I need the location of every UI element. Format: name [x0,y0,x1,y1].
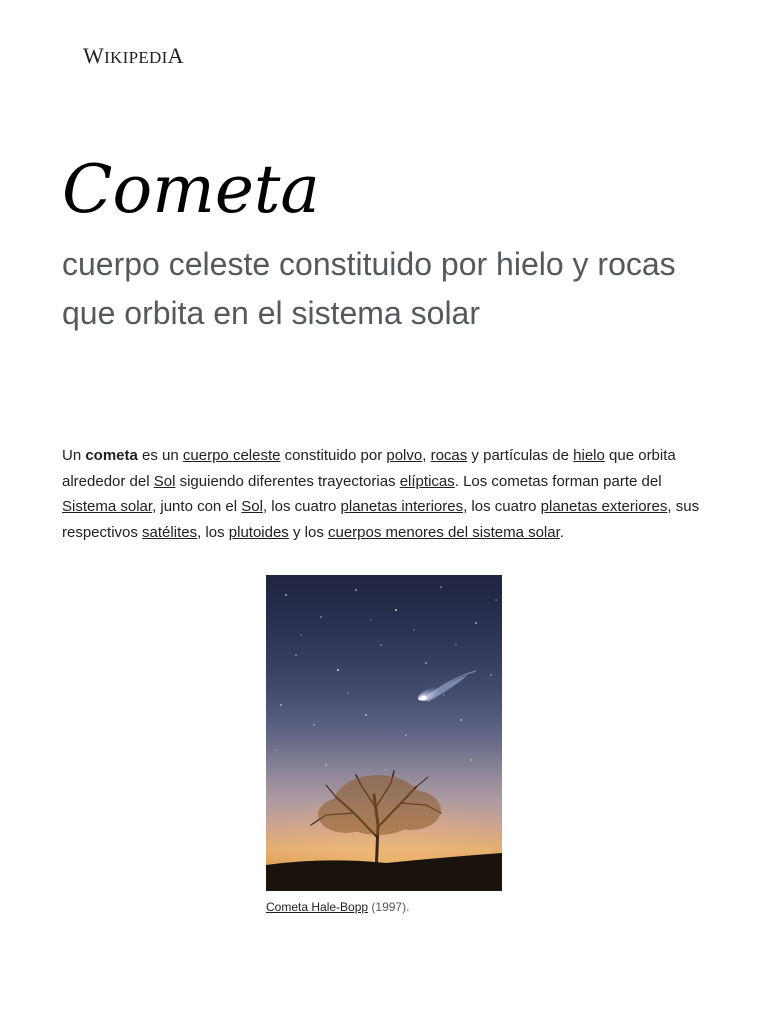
intro-text: , los cuatro [463,498,541,515]
intro-text: y partículas de [467,447,574,464]
intro-paragraph [62,443,712,545]
intro-text: siguiendo diferentes trayectorias [175,472,400,490]
wikipedia-logo[interactable] [83,43,184,69]
figure-caption [266,899,502,915]
link-sol[interactable]: Sol [153,472,176,490]
intro-bold-term: cometa [85,447,138,464]
caption-link-hale-bopp[interactable]: Cometa Hale-Bopp [266,900,369,914]
comet [416,671,476,704]
link-cuerpo-celeste[interactable]: cuerpo celeste [182,447,281,464]
intro-text: , junto con el [152,498,242,515]
caption-year: (1997). [368,900,410,914]
intro-text: , sus respectivos [62,498,700,541]
link-rocas[interactable]: rocas [430,447,468,464]
intro-text: y los [288,523,328,541]
infobox-figure [266,575,502,915]
logo-initial: W [83,43,105,68]
logo-final: A [167,43,184,68]
link-satelites[interactable]: satélites [142,523,198,541]
link-sistema-solar[interactable]: Sistema solar [62,498,153,515]
intro-text: , [422,447,431,464]
intro-text: . Los cometas forman parte del [454,472,662,490]
link-cuerpos-menores[interactable]: cuerpos menores del sistema solar [328,523,560,541]
intro-text: Un [62,447,86,464]
link-elipticas[interactable]: elípticas [399,472,455,490]
comet-photo[interactable] [266,575,502,891]
intro-text: es un [137,447,183,464]
link-polvo[interactable]: polvo [386,447,423,464]
logo-text: IKIPEDI [104,48,168,67]
intro-text: , los [197,523,229,541]
intro-text: . [559,523,564,541]
intro-text: , los cuatro [262,498,341,515]
intro-text: que orbita alrededor del [62,447,676,490]
page-description: cuerpo celeste constituido por hielo y rocas que orbita en el sistema solar [62,246,676,331]
comet-photo-illustration [266,575,502,891]
link-plutoides[interactable]: plutoides [228,523,289,541]
link-hielo[interactable]: hielo [573,447,605,464]
page-title: Cometa [62,151,320,228]
link-planetas-exteriores[interactable]: planetas exteriores [540,498,668,515]
link-sol-2[interactable]: Sol [241,498,263,515]
link-planetas-interiores[interactable]: planetas interiores [340,498,464,515]
intro-text: constituido por [280,447,387,464]
